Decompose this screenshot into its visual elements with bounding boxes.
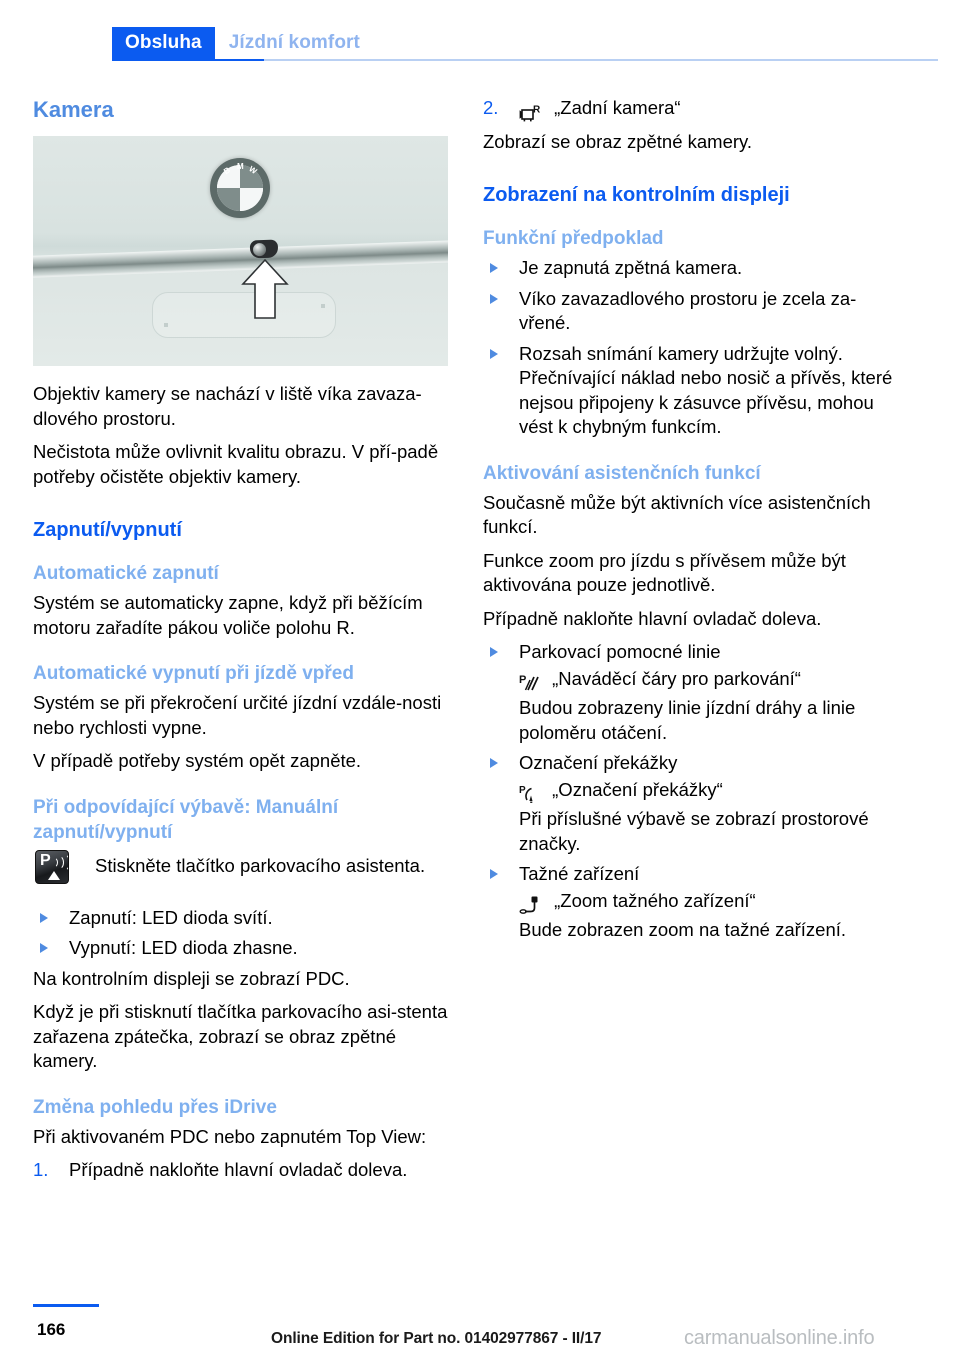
list-item-label: Parkovací pomocné linie	[519, 641, 721, 662]
header-divider-active	[112, 59, 264, 61]
camera-location-figure	[33, 136, 448, 366]
tab-jizdni-komfort[interactable]: Jízdní komfort	[228, 32, 360, 53]
list-item	[483, 96, 898, 124]
text-step-2-result: Zobrazí se obraz zpětné kamery.	[483, 130, 753, 152]
menu-entry-label: „Zoom tažného zařízení“	[554, 889, 756, 911]
heading-zapnuti-vypnuti: Zapnutí/vypnutí	[33, 519, 182, 541]
heading-automaticke-vypnuti: Automatické vypnutí při jízdě vpřed	[33, 663, 354, 684]
item-description: Bude zobrazen zoom na tažné zařízení.	[519, 919, 847, 940]
text-pdc-display: Na kontrolním displeji se zobrazí PDC.	[33, 967, 350, 989]
step-number: 2.	[483, 97, 499, 118]
list-item-label: Vypnutí: LED dioda zhasne.	[69, 937, 298, 958]
text-zmena-pohledu: Při aktivovaném PDC nebo zapnutém Top View:	[33, 1125, 427, 1147]
triangle-bullet-icon	[490, 647, 498, 657]
triangle-bullet-icon	[490, 869, 498, 879]
list-item	[483, 640, 898, 745]
figure-caption-1: Objektiv kamery se nachází v liště víka zavaza-dlového prostoru.	[33, 383, 422, 429]
prerequisites-list	[483, 256, 898, 440]
rear-camera-icon	[519, 99, 543, 124]
bmw-roundel-icon	[210, 158, 270, 218]
list-item-label: Zapnutí: LED dioda svítí.	[69, 906, 273, 928]
list-item-label: Je zapnutá zpětná kamera.	[519, 257, 743, 278]
header-spacer	[0, 27, 112, 59]
view-steps-continued	[483, 96, 898, 124]
svg-text:P: P	[519, 785, 526, 797]
item-description: Budou zobrazeny linie jízdní dráhy a linie poloměru otáčení.	[519, 697, 856, 743]
pdc-icon-letter: P	[40, 851, 51, 869]
menu-entry-row	[519, 889, 898, 917]
right-column	[483, 96, 898, 949]
list-item	[483, 751, 898, 856]
list-item	[483, 287, 898, 336]
triangle-bullet-icon	[40, 913, 48, 923]
list-item-label: Rozsah snímání kamery udržujte volný. Přečnívající náklad nebo nosič a přívěs, které nejsou připojeny k zásuvce přívěsu, mohou vést k chybným funkcím.	[519, 342, 893, 437]
menu-entry-label: „Označení překážky“	[552, 778, 723, 800]
arrow-up-icon	[241, 258, 289, 320]
triangle-bullet-icon	[490, 294, 498, 304]
figure-caption-2: Nečistota může ovlivnit kvalitu obrazu. V pří-padě potřeby očistěte objektiv kamery.	[33, 441, 439, 487]
text-pdc-reverse: Když je při stisknutí tlačítka parkovacího asi-stenta zařazena zpátečka, zobrazí se obraz zpětné kamery.	[33, 1001, 448, 1071]
heading-zmena-pohledu: Změna pohledu přes iDrive	[33, 1096, 277, 1118]
pdc-instruction-row	[33, 850, 448, 894]
page-number: 166	[37, 1320, 66, 1339]
triangle-bullet-icon	[490, 263, 498, 273]
heading-automaticke-zapnuti: Automatické zapnutí	[33, 563, 219, 584]
list-item	[483, 862, 898, 943]
pdc-button-icon	[35, 850, 69, 884]
step-text: Případně nakloňte hlavní ovladač doleva.	[69, 1159, 408, 1180]
camera-lens-glass	[253, 243, 266, 256]
text-aktivovani-1: Současně může být aktivních více asistenčních funkcí.	[483, 491, 871, 537]
tab-obsluha[interactable]: Obsluha	[112, 27, 215, 59]
heading-zobrazeni-displej: Zobrazení na kontrolním displeji	[483, 184, 790, 206]
footer-divider	[33, 1304, 99, 1307]
list-item	[33, 906, 448, 931]
menu-entry-row	[519, 667, 898, 695]
pdc-wave	[55, 853, 69, 872]
list-item	[483, 256, 898, 281]
step-number: 1.	[33, 1159, 49, 1180]
triangle-bullet-icon	[40, 943, 48, 953]
list-item	[33, 1158, 448, 1183]
text-aktivovani-2: Funkce zoom pro jízdu s přívěsem může být aktivována pouze jednotlivě.	[483, 549, 846, 595]
plate-screw	[321, 304, 325, 308]
triangle-bullet-icon	[490, 349, 498, 359]
pdc-cone	[48, 871, 60, 880]
plate-screw	[164, 323, 168, 327]
list-item-label: Víko zavazadlového prostoru je zcela za-vřené.	[519, 287, 857, 333]
menu-entry-row	[519, 778, 898, 806]
text-automaticke-vypnuti-2: V případě potřeby systém opět zapněte.	[33, 750, 362, 771]
left-column	[33, 96, 448, 1189]
parking-guide-lines-icon	[519, 670, 541, 695]
heading-funkcni-predpoklad: Funkční předpoklad	[483, 228, 664, 249]
pdc-instruction-text: Stiskněte tlačítko parkovacího asistenta.	[95, 854, 426, 876]
list-item-label: Tažné zařízení	[519, 863, 640, 884]
svg-text:P: P	[519, 674, 527, 687]
view-steps-list	[33, 1158, 448, 1183]
list-item	[33, 936, 448, 961]
page-title: Kamera	[33, 97, 114, 122]
watermark-text: carmanualsonline.info	[684, 1327, 875, 1349]
item-description: Při příslušné výbavě se zobrazí prostorové značky.	[519, 808, 869, 854]
header-tabs	[0, 27, 960, 59]
triangle-bullet-icon	[490, 758, 498, 768]
list-item-label: Označení překážky	[519, 752, 678, 773]
text-aktivovani-3: Případně nakloňte hlavní ovladač doleva.	[483, 607, 822, 629]
menu-entry-label: „Naváděcí čáry pro parkování“	[552, 667, 801, 689]
obstacle-marking-icon	[519, 781, 541, 806]
step-text: „Zadní kamera“	[554, 97, 681, 118]
roundel-lettering: B M W	[222, 162, 260, 177]
text-automaticke-vypnuti-1: Systém se při překročení určité jízdní vzdále-nosti nebo rychlosti vypne.	[33, 692, 442, 738]
camera-lens	[250, 240, 279, 259]
heading-aktivovani-funkci: Aktivování asistenčních funkcí	[483, 462, 761, 484]
text-automaticke-zapnuti: Systém se automaticky zapne, když při běžícím motoru zařadíte pákou voliče polohu R.	[33, 592, 423, 638]
heading-manualni-zapnuti: Při odpovídající výbavě: Manuální zapnutí/vypnutí	[33, 796, 339, 843]
svg-text:R: R	[533, 104, 541, 116]
tow-hitch-icon	[519, 892, 543, 917]
led-state-list	[33, 906, 448, 961]
list-item	[483, 342, 898, 440]
assist-functions-list	[483, 640, 898, 943]
footer-edition-text: Online Edition for Part no. 01402977867 - II/17	[271, 1330, 602, 1347]
